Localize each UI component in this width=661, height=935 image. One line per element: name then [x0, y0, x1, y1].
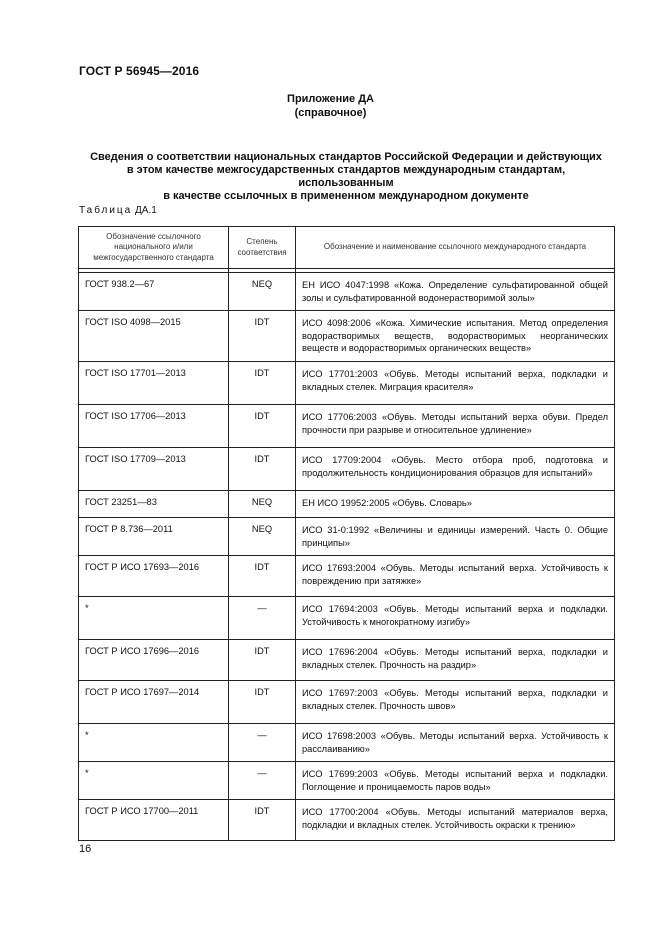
table-header-row [79, 227, 615, 269]
international-standard-cell: ЕН ИСО 4047:1998 «Кожа. Определение сульфатированной общей золы и сульфатированной водонерастворимой золы» [296, 273, 615, 311]
degree-cell: NEQ [229, 491, 296, 518]
header-international-standard: Обозначение и наименование ссылочного международного стандарта [296, 227, 615, 269]
table-caption [79, 205, 157, 216]
international-standard-cell: ИСО 17706:2003 «Обувь. Методы испытаний верха обуви. Предел прочности при разрыве и относительное удлинение» [296, 405, 615, 448]
degree-cell: — [229, 597, 296, 640]
degree-cell: NEQ [229, 273, 296, 311]
table-caption-prefix: Таблица [79, 205, 133, 216]
national-standard-cell: ГОСТ Р ИСО 17693—2016 [79, 556, 229, 597]
degree-cell: IDT [229, 556, 296, 597]
national-standard-cell: ГОСТ ISO 4098—2015 [79, 311, 229, 362]
heading-line: в качестве ссылочных в примененном международном документе [163, 190, 529, 202]
international-standard-cell: ИСО 17694:2003 «Обувь. Методы испытаний верха и подкладки. Устойчивость к многократному изгибу» [296, 597, 615, 640]
international-standard-cell: ЕН ИСО 19952:2005 «Обувь. Словарь» [296, 491, 615, 518]
international-standard-cell: ИСО 17701:2003 «Обувь. Методы испытаний верха, подкладки и вкладных стелек. Миграция красителя» [296, 362, 615, 405]
degree-cell: IDT [229, 311, 296, 362]
table-row [79, 800, 615, 841]
international-standard-cell: ИСО 17693:2004 «Обувь. Методы испытаний верха. Устойчивость к повреждению при затяжке» [296, 556, 615, 597]
national-standard-cell: * [79, 724, 229, 762]
heading-line: в этом качестве межгосударственных стандартов международным стандартам, использованным [126, 164, 566, 189]
degree-cell: IDT [229, 362, 296, 405]
degree-cell: NEQ [229, 518, 296, 556]
section-heading [78, 151, 614, 203]
national-standard-cell: ГОСТ Р ИСО 17697—2014 [79, 681, 229, 724]
table-row [79, 518, 615, 556]
international-standard-cell: ИСО 31-0:1992 «Величины и единицы измерений. Часть 0. Общие принципы» [296, 518, 615, 556]
degree-cell: — [229, 724, 296, 762]
national-standard-cell: ГОСТ Р ИСО 17696—2016 [79, 640, 229, 681]
national-standard-cell: ГОСТ Р 8.736—2011 [79, 518, 229, 556]
table-row [79, 405, 615, 448]
international-standard-cell: ИСО 4098:2006 «Кожа. Химические испытания. Метод определения водорастворимых веществ, водорастворимых неорганических веществ и водорастворимых органических веществ» [296, 311, 615, 362]
international-standard-cell: ИСО 17698:2003 «Обувь. Методы испытаний верха. Устойчивость к расслаиванию» [296, 724, 615, 762]
degree-cell: — [229, 762, 296, 800]
table-row [79, 491, 615, 518]
degree-cell: IDT [229, 800, 296, 841]
international-standard-cell: ИСО 17709:2004 «Обувь. Место отбора проб, подготовка и продолжительность кондиционирования образцов для испытаний» [296, 448, 615, 491]
annex-type: (справочное) [294, 107, 367, 119]
heading-line: Сведения о соответствии национальных стандартов Российской Федерации и действующих [90, 151, 602, 163]
table-row [79, 273, 615, 311]
national-standard-cell: ГОСТ ISO 17706—2013 [79, 405, 229, 448]
table-row [79, 640, 615, 681]
national-standard-cell: ГОСТ ISO 17709—2013 [79, 448, 229, 491]
header-national-standard: Обозначение ссылочного национального и/или межгосударственного стандарта [79, 227, 229, 269]
table-row [79, 311, 615, 362]
table-row [79, 556, 615, 597]
table-body [79, 273, 615, 841]
table-row [79, 448, 615, 491]
degree-cell: IDT [229, 405, 296, 448]
table-caption-number: ДА.1 [132, 205, 157, 216]
standards-table [78, 226, 615, 841]
international-standard-cell: ИСО 17697:2003 «Обувь. Методы испытаний верха, подкладки и вкладных стелек. Прочность швов» [296, 681, 615, 724]
national-standard-cell: * [79, 597, 229, 640]
annex-title: Приложение ДА [287, 93, 374, 105]
national-standard-cell: ГОСТ 938.2—67 [79, 273, 229, 311]
table-row [79, 724, 615, 762]
degree-cell: IDT [229, 681, 296, 724]
national-standard-cell: ГОСТ ISO 17701—2013 [79, 362, 229, 405]
international-standard-cell: ИСО 17699:2003 «Обувь. Методы испытаний верха и подкладки. Поглощение и проницаемость паров воды» [296, 762, 615, 800]
page-number: 16 [79, 843, 92, 855]
table-row [79, 681, 615, 724]
table-row [79, 362, 615, 405]
standard-id: ГОСТ Р 56945—2016 [79, 64, 200, 78]
national-standard-cell: ГОСТ Р ИСО 17700—2011 [79, 800, 229, 841]
header-degree: Степень соответствия [229, 227, 296, 269]
table-row [79, 762, 615, 800]
degree-cell: IDT [229, 640, 296, 681]
degree-cell: IDT [229, 448, 296, 491]
international-standard-cell: ИСО 17700:2004 «Обувь. Методы испытаний материалов верха, подкладки и вкладных стелек. Устойчивость окраски к трению» [296, 800, 615, 841]
table-row [79, 597, 615, 640]
annex-title-block [0, 92, 661, 120]
national-standard-cell: ГОСТ 23251—83 [79, 491, 229, 518]
national-standard-cell: * [79, 762, 229, 800]
international-standard-cell: ИСО 17696:2004 «Обувь. Методы испытаний верха, подкладки и вкладных стелек. Прочность на раздир» [296, 640, 615, 681]
